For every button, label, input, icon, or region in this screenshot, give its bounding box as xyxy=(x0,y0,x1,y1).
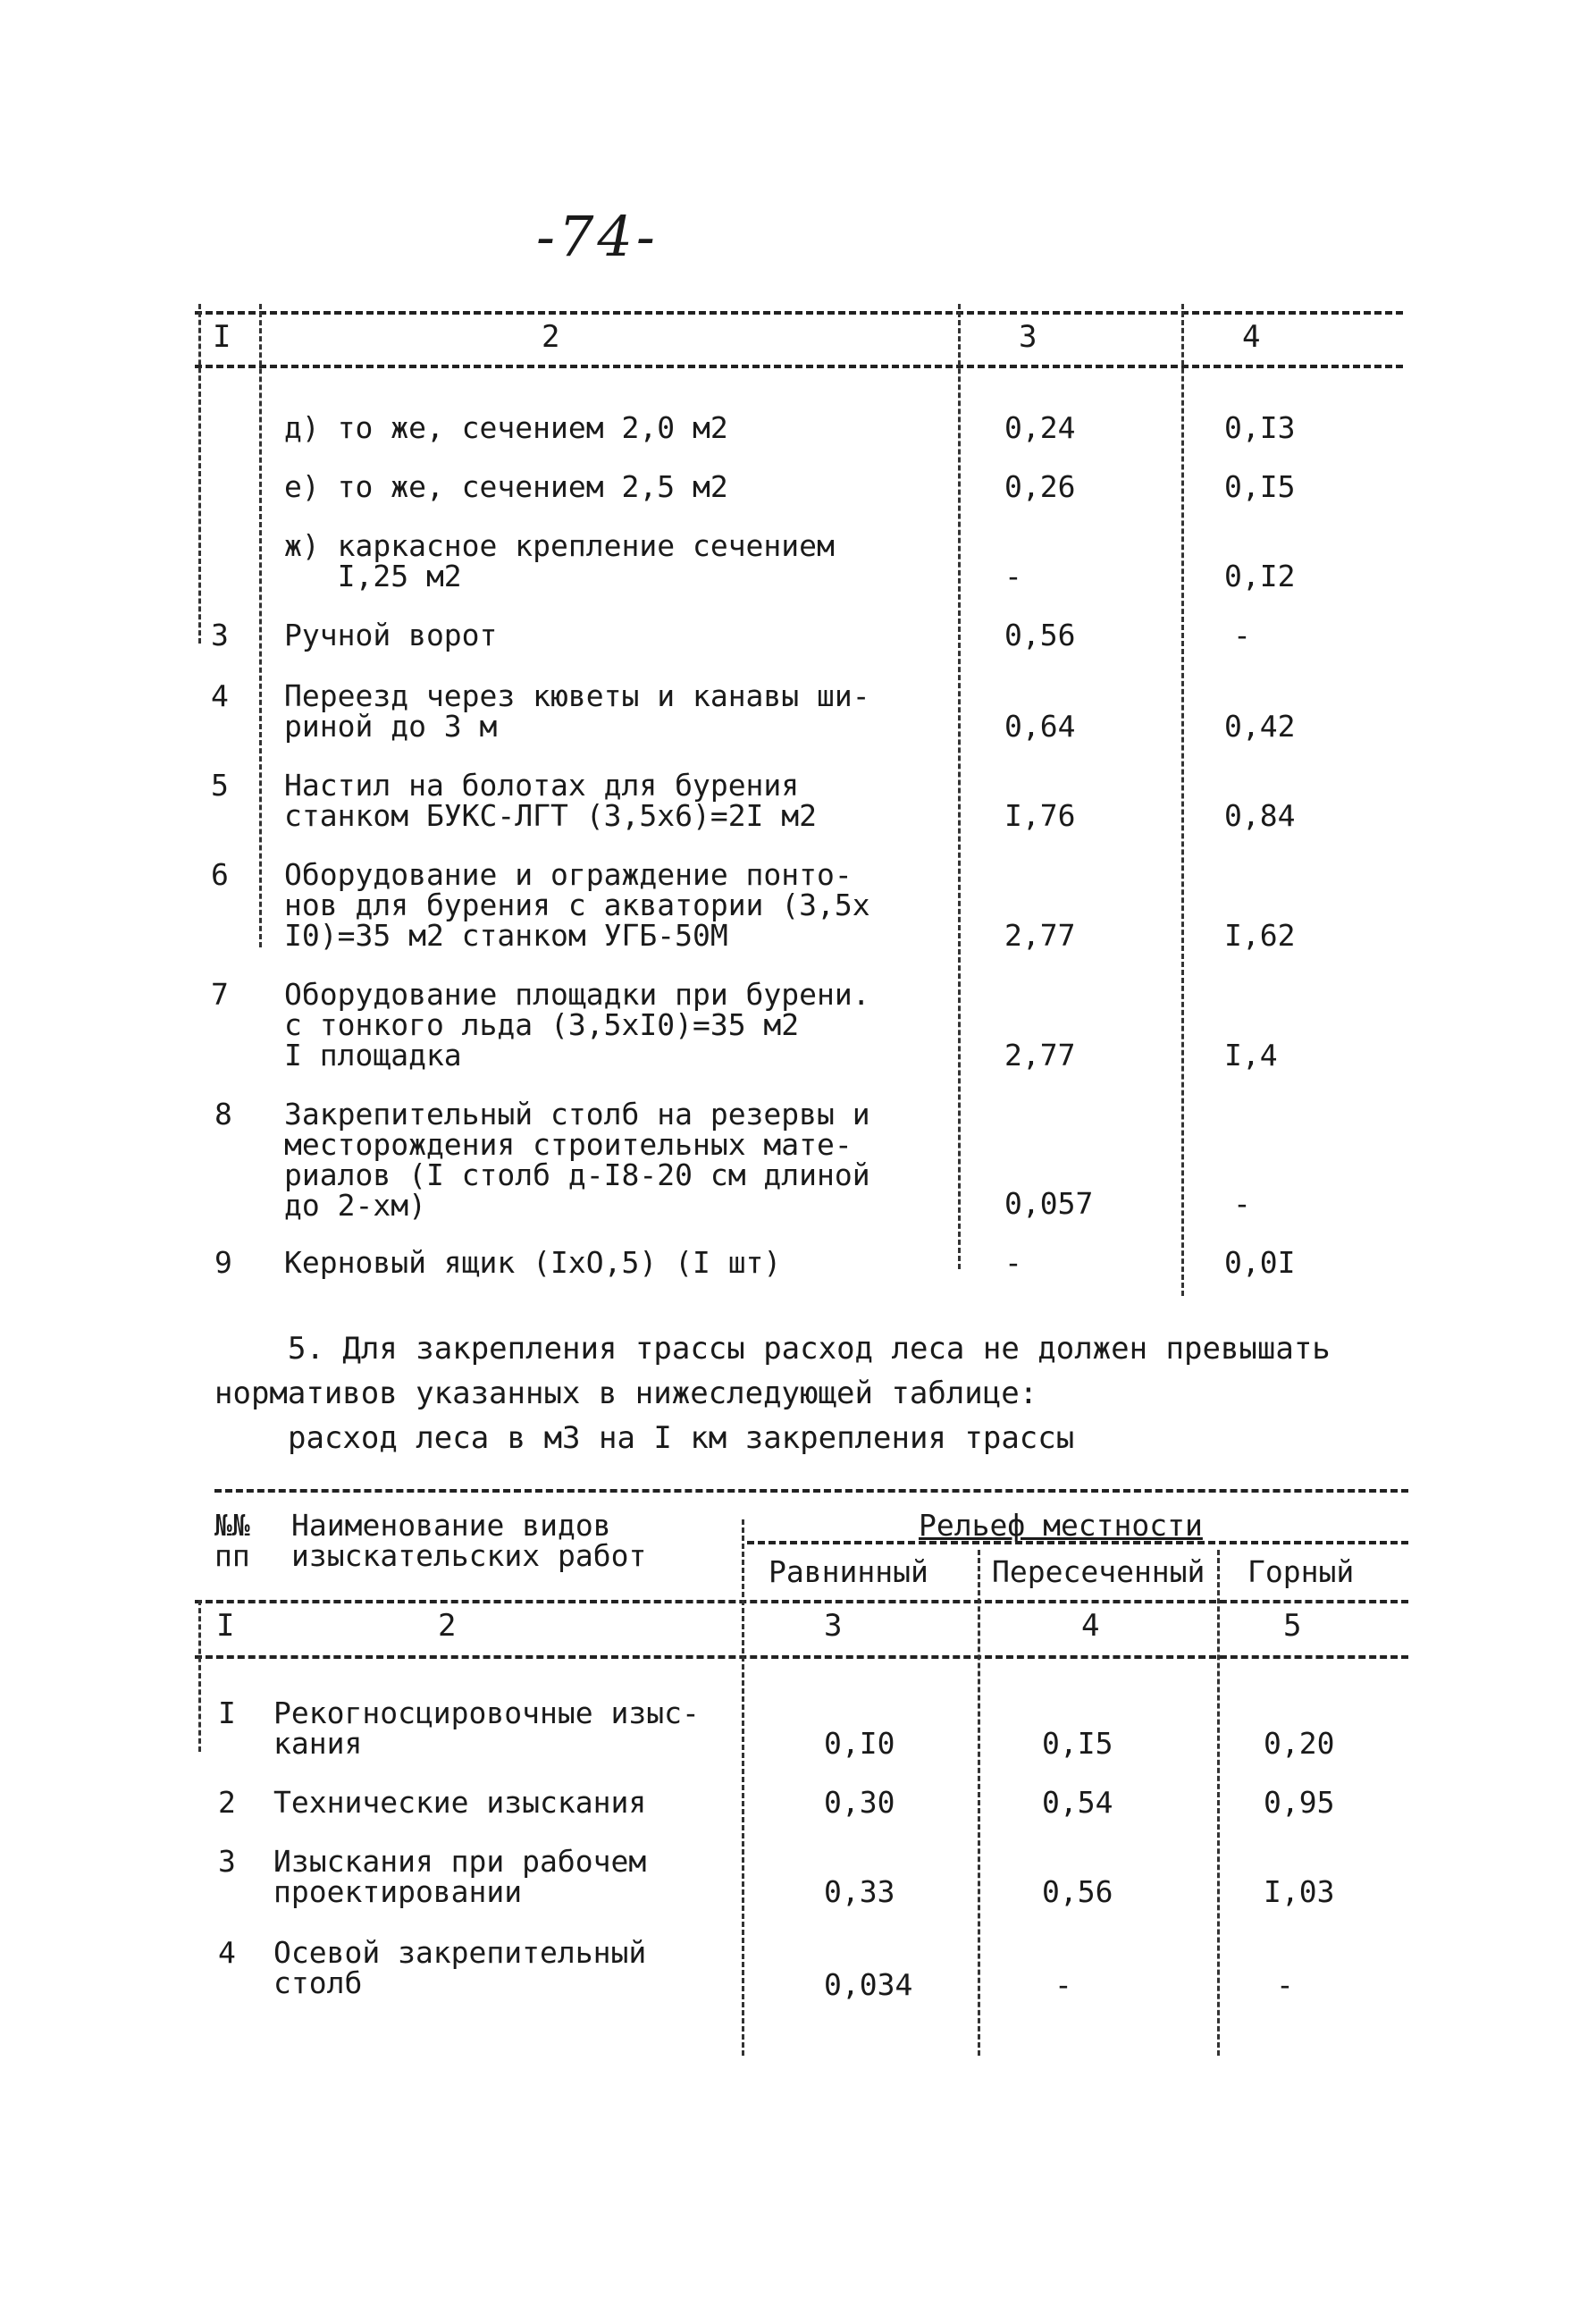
row-col3: - xyxy=(1004,1245,1022,1280)
row-name: Оборудование и ограждение понто- нов для бурения с акватории (3,5х I0)=35 м2 станком УГБ-50М xyxy=(284,857,870,953)
row-col3: 0,26 xyxy=(1004,469,1076,504)
table-2-subheader-rule xyxy=(195,1600,1408,1603)
row-name: Настил на болотах для бурения станком БУКС-ЛГТ (3,5х6)=2I м2 xyxy=(284,768,818,833)
row-name: Ручной ворот xyxy=(284,618,498,652)
row-col4: - xyxy=(1054,1967,1072,2002)
row-col3: I,76 xyxy=(1004,798,1076,833)
table-1-top-rule xyxy=(195,311,1403,315)
table-2-header-number: №№ пп xyxy=(214,1508,250,1573)
table-2-subheader-plain: Равнинный xyxy=(769,1554,928,1589)
table-2-col3-rule xyxy=(978,1550,980,2056)
row-name: е) то же, сечением 2,5 м2 xyxy=(284,469,728,504)
row-col4: - xyxy=(1233,1186,1251,1221)
paragraph-line-1: 5. Для закрепления трассы расход леса не должен превышать xyxy=(288,1331,1331,1367)
table-2-header-name: Наименование видов изыскательских работ xyxy=(291,1508,647,1573)
row-name: Переезд через кюветы и канавы ши- риной до 3 м xyxy=(284,678,870,744)
paragraph-line-3: расход леса в м3 на I км закрепления трассы xyxy=(288,1420,1075,1456)
row-col4: 0,84 xyxy=(1224,798,1296,833)
row-col4: 0,0I xyxy=(1224,1245,1296,1280)
row-name: Рекогносцировочные изыс- кания xyxy=(273,1695,700,1761)
row-col3: 0,034 xyxy=(824,1967,913,2002)
row-col3: 0,057 xyxy=(1004,1186,1094,1221)
row-col4: I,62 xyxy=(1224,918,1296,953)
table-2-subheader-rugged: Пересеченный xyxy=(992,1554,1205,1589)
row-col4: I,4 xyxy=(1224,1038,1278,1073)
table-2-numheader-rule xyxy=(195,1655,1408,1659)
row-col4: 0,I5 xyxy=(1042,1726,1113,1761)
row-number: 5 xyxy=(211,768,229,803)
table-2-col4-rule xyxy=(1217,1550,1220,2056)
row-name: Осевой закрепительный столб xyxy=(273,1935,647,2000)
row-name: д) то же, сечением 2,0 м2 xyxy=(284,410,728,445)
row-col3: 0,30 xyxy=(824,1785,895,1820)
row-col3: 0,64 xyxy=(1004,709,1076,744)
table-2-num-header-2: 2 xyxy=(438,1608,457,1644)
row-col3: 0,56 xyxy=(1004,618,1076,652)
table-2-subheader-mountain: Горный xyxy=(1247,1554,1355,1589)
row-number: I xyxy=(218,1695,236,1730)
row-number: 7 xyxy=(211,977,229,1012)
table-1-header-3: 3 xyxy=(1019,319,1037,355)
row-name: ж) каркасное крепление сечением I,25 м2 xyxy=(284,528,835,593)
row-number: 3 xyxy=(211,618,229,652)
row-col3: 2,77 xyxy=(1004,1038,1076,1073)
page-number: -74- xyxy=(536,204,659,269)
row-number: 9 xyxy=(214,1245,232,1280)
row-col4: 0,56 xyxy=(1042,1874,1113,1909)
table-2-num-header-5: 5 xyxy=(1283,1608,1302,1644)
table-1-col1-rule xyxy=(259,304,262,947)
row-name: Технические изыскания xyxy=(273,1785,647,1820)
row-col3: - xyxy=(1004,559,1022,593)
row-col3: 0,33 xyxy=(824,1874,895,1909)
table-2-num-header-3: 3 xyxy=(824,1608,843,1644)
row-number: 8 xyxy=(214,1097,232,1132)
row-col4: 0,I5 xyxy=(1224,469,1296,504)
paragraph-line-2: нормативов указанных в нижеследующей таблице: xyxy=(214,1376,1038,1411)
row-col5: 0,20 xyxy=(1264,1726,1335,1761)
row-col5: - xyxy=(1276,1967,1294,2002)
row-number: 3 xyxy=(218,1844,236,1879)
table-2-top-rule xyxy=(214,1489,1408,1493)
row-col4: 0,I2 xyxy=(1224,559,1296,593)
row-name: Керновый ящик (IхО,5) (I шт) xyxy=(284,1245,782,1280)
table-2-group-header: Рельеф местности xyxy=(919,1508,1203,1543)
table-1-col3-rule xyxy=(1181,304,1184,1296)
table-2-num-header-1: I xyxy=(216,1608,235,1644)
table-1-left-rule xyxy=(198,304,201,644)
row-col4: 0,42 xyxy=(1224,709,1296,744)
table-1-header-rule xyxy=(195,365,1403,368)
table-1-header-1: I xyxy=(213,319,231,355)
row-name: Закрепительный столб на резервы и месторождения строительных мате- риалов (I столб д-I8-20 см длиной до 2-хм) xyxy=(284,1097,870,1223)
row-col5: I,03 xyxy=(1264,1874,1335,1909)
row-col4: 0,54 xyxy=(1042,1785,1113,1820)
row-col5: 0,95 xyxy=(1264,1785,1335,1820)
row-col3: 2,77 xyxy=(1004,918,1076,953)
table-2-num-header-4: 4 xyxy=(1081,1608,1100,1644)
row-number: 4 xyxy=(218,1935,236,1970)
row-col3: 0,24 xyxy=(1004,410,1076,445)
table-2-col2-rule xyxy=(742,1519,744,2056)
row-col3: 0,I0 xyxy=(824,1726,895,1761)
row-number: 2 xyxy=(218,1785,236,1820)
row-col4: - xyxy=(1233,618,1251,652)
table-1-header-2: 2 xyxy=(542,319,560,355)
row-number: 4 xyxy=(211,678,229,713)
table-2-left-rule xyxy=(198,1600,201,1752)
row-number: 6 xyxy=(211,857,229,892)
row-name: Оборудование площадки при бурени. с тонкого льда (3,5хI0)=35 м2 I площадка xyxy=(284,977,870,1073)
table-1-header-4: 4 xyxy=(1242,319,1261,355)
row-col4: 0,I3 xyxy=(1224,410,1296,445)
row-name: Изыскания при рабочем проектировании xyxy=(273,1844,647,1909)
table-1-col2-rule xyxy=(958,304,961,1269)
